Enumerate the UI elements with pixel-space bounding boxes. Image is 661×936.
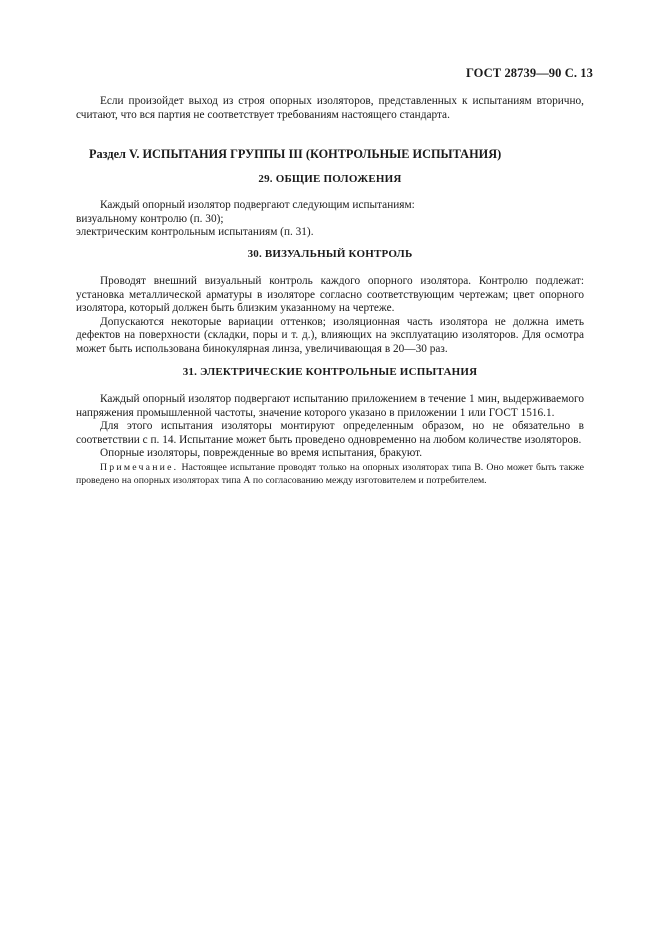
section-30-body <box>76 275 584 357</box>
s31-paragraph-1: Каждый опорный изолятор подвергают испытанию приложением в течение 1 мин, выдерживаемого напряжения промышленной частоты, значение которого указано в приложении 1 или ГОСТ 1516.1. <box>76 393 584 419</box>
section-29-body <box>76 199 584 240</box>
heading-31: 31. ЭЛЕКТРИЧЕСКИЕ КОНТРОЛЬНЫЕ ИСПЫТАНИЯ <box>182 366 478 378</box>
page-header: ГОСТ 28739—90 С. 13 <box>465 66 593 80</box>
s31-note <box>76 461 584 487</box>
s30-paragraph-2: Допускаются некоторые вариации оттенков; изоляционная часть изолятора не должна иметь дефектов на поверхности (складки, поры и т. д.), влияющих на эксплуатацию изоляторов. Для осмотра может быть использована бинокулярная линза, увеличивающая в 20—30 раз. <box>76 315 584 355</box>
s29-line-1: Каждый опорный изолятор подвергают следующим испытаниям: <box>100 199 415 211</box>
intro-block <box>76 95 584 122</box>
section-title: Раздел V. ИСПЫТАНИЯ ГРУППЫ III (КОНТРОЛЬНЫЕ ИСПЫТАНИЯ) <box>89 147 502 161</box>
s29-line-2: визуальному контролю (п. 30); <box>76 212 224 225</box>
note-text: Настоящее испытание проводят только на опорных изоляторах типа В. Оно может быть также проведено на опорных изоляторах типа А по согласованию между изготовителем и потребителем. <box>76 461 584 486</box>
section-31-body <box>76 393 584 487</box>
s29-line-3: электрическим контрольным испытаниям (п. 31). <box>76 226 314 239</box>
note-label: Примечание. <box>100 461 179 473</box>
intro-paragraph: Если произойдет выход из строя опорных изоляторов, представленных к испытаниям вторично, считают, что вся партия не соответствует требованиям настоящего стандарта. <box>76 95 584 121</box>
heading-30: 30. ВИЗУАЛЬНЫЙ КОНТРОЛЬ <box>247 248 413 260</box>
s30-paragraph-1: Проводят внешний визуальный контроль каждого опорного изолятора. Контролю подлежат: установка металлической арматуры в изоляторе согласно соответствующим чертежам; цвет опорного изолятора, который должен быть близким указанному на чертеже. <box>76 275 584 315</box>
s31-paragraph-2: Для этого испытания изоляторы монтируют определенным образом, но не обязательно в соответствии с п. 14. Испытание может быть проведено одновременно на любом количестве изоляторов. <box>76 420 584 446</box>
s31-paragraph-3: Опорные изоляторы, поврежденные во время испытания, бракуют. <box>100 447 423 460</box>
heading-29: 29. ОБЩИЕ ПОЛОЖЕНИЯ <box>258 173 402 185</box>
